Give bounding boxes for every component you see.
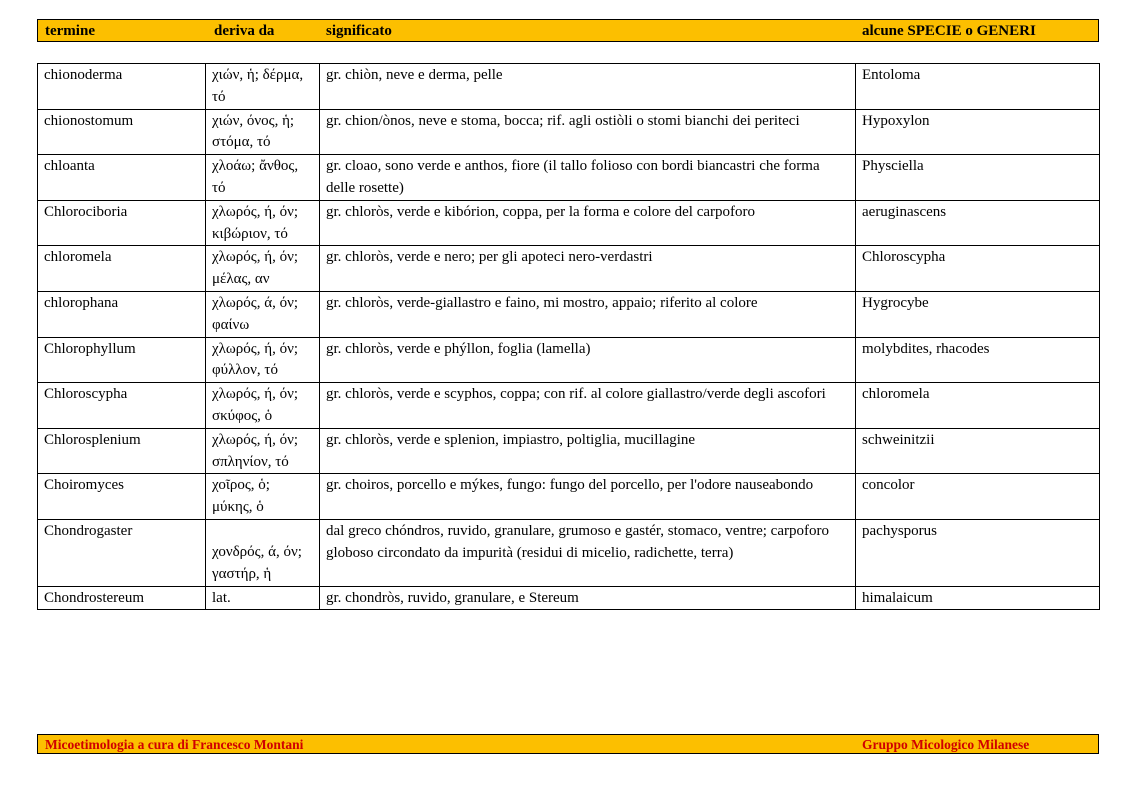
meaning-cell: gr. cloao, sono verde e anthos, fiore (il tallo folioso con bordi biancastri che forma delle rosette) — [320, 155, 856, 201]
table-row — [38, 337, 1100, 383]
meaning-cell: gr. chloròs, verde e splenion, impiastro, poltiglia, mucillagine — [320, 428, 856, 474]
origin-cell: χλωρός, ά, όν; φαίνω — [206, 291, 320, 337]
table-row — [38, 109, 1100, 155]
term-cell: Chloroscypha — [38, 383, 206, 429]
table-row — [38, 155, 1100, 201]
table-row — [38, 519, 1100, 586]
term-cell: Chlorophyllum — [38, 337, 206, 383]
origin-cell: χλοάω; ἄνθος, τό — [206, 155, 320, 201]
meaning-cell: gr. chloròs, verde-giallastro e faino, mi mostro, appaio; riferito al colore — [320, 291, 856, 337]
term-cell: chloromela — [38, 246, 206, 292]
table-row — [38, 200, 1100, 246]
footer-bar — [37, 734, 1099, 754]
term-cell: Chondrogaster — [38, 519, 206, 586]
species-cell: aeruginascens — [856, 200, 1100, 246]
meaning-cell: gr. chloròs, verde e kibórion, coppa, per la forma e colore del carpoforo — [320, 200, 856, 246]
term-cell: Chlorociboria — [38, 200, 206, 246]
species-cell: chloromela — [856, 383, 1100, 429]
meaning-cell: gr. chion/ònos, neve e stoma, bocca; rif. agli ostiòli o stomi bianchi dei periteci — [320, 109, 856, 155]
species-cell: molybdites, rhacodes — [856, 337, 1100, 383]
term-cell: Choiromyces — [38, 474, 206, 520]
species-cell: concolor — [856, 474, 1100, 520]
meaning-cell: gr. chondròs, ruvido, granulare, e Stereum — [320, 586, 856, 610]
table-row — [38, 291, 1100, 337]
origin-cell: χοῖρος, ὁ; μύκης, ὁ — [206, 474, 320, 520]
term-cell: chlorophana — [38, 291, 206, 337]
species-cell: Entoloma — [856, 64, 1100, 110]
species-cell: schweinitzii — [856, 428, 1100, 474]
footer-group: Gruppo Micologico Milanese — [862, 737, 1030, 752]
species-cell: Hygrocybe — [856, 291, 1100, 337]
term-cell: chionoderma — [38, 64, 206, 110]
column-header-bar — [37, 19, 1099, 42]
table-row — [38, 383, 1100, 429]
header-species: alcune SPECIE o GENERI — [862, 23, 1036, 39]
origin-cell: lat. — [206, 586, 320, 610]
species-cell: himalaicum — [856, 586, 1100, 610]
term-cell: Chondrostereum — [38, 586, 206, 610]
meaning-cell: gr. chloròs, verde e phýllon, foglia (lamella) — [320, 337, 856, 383]
header-term: termine — [45, 23, 95, 39]
origin-cell: χλωρός, ή, όν; φύλλον, τό — [206, 337, 320, 383]
species-cell: Hypoxylon — [856, 109, 1100, 155]
table-row — [38, 586, 1100, 610]
meaning-cell: gr. chloròs, verde e nero; per gli apoteci nero-verdastri — [320, 246, 856, 292]
table-row — [38, 474, 1100, 520]
header-origin: deriva da — [214, 23, 275, 39]
etymology-table — [37, 63, 1100, 610]
meaning-cell: gr. chloròs, verde e scyphos, coppa; con rif. al colore giallastro/verde degli ascofori — [320, 383, 856, 429]
table-row — [38, 246, 1100, 292]
meaning-cell: gr. chiòn, neve e derma, pelle — [320, 64, 856, 110]
header-meaning: significato — [326, 23, 392, 39]
species-cell: Chloroscypha — [856, 246, 1100, 292]
meaning-cell: gr. choiros, porcello e mýkes, fungo: fungo del porcello, per l'odore nauseabondo — [320, 474, 856, 520]
origin-cell: χονδρός, ά, όν; γαστήρ, ἡ — [206, 519, 320, 586]
table-row — [38, 428, 1100, 474]
origin-cell: χλωρός, ή, όν; σπληνίον, τό — [206, 428, 320, 474]
origin-cell: χλωρός, ή, όν; κιβώριον, τό — [206, 200, 320, 246]
species-cell: pachysporus — [856, 519, 1100, 586]
origin-cell: χιών, όνος, ἡ; στόμα, τό — [206, 109, 320, 155]
meaning-cell: dal greco chóndros, ruvido, granulare, grumoso e gastér, stomaco, ventre; carpoforo globoso circondato da impurità (residui di micelio, radichette, terra) — [320, 519, 856, 586]
origin-cell: χλωρός, ή, όν; σκύφος, ὁ — [206, 383, 320, 429]
species-cell: Physciella — [856, 155, 1100, 201]
origin-cell: χλωρός, ή, όν; μέλας, αν — [206, 246, 320, 292]
term-cell: chloanta — [38, 155, 206, 201]
term-cell: chionostomum — [38, 109, 206, 155]
origin-cell: χιών, ἡ; δέρμα, τό — [206, 64, 320, 110]
footer-credit: Micoetimologia a cura di Francesco Montani — [45, 737, 304, 752]
term-cell: Chlorosplenium — [38, 428, 206, 474]
table-row — [38, 64, 1100, 110]
